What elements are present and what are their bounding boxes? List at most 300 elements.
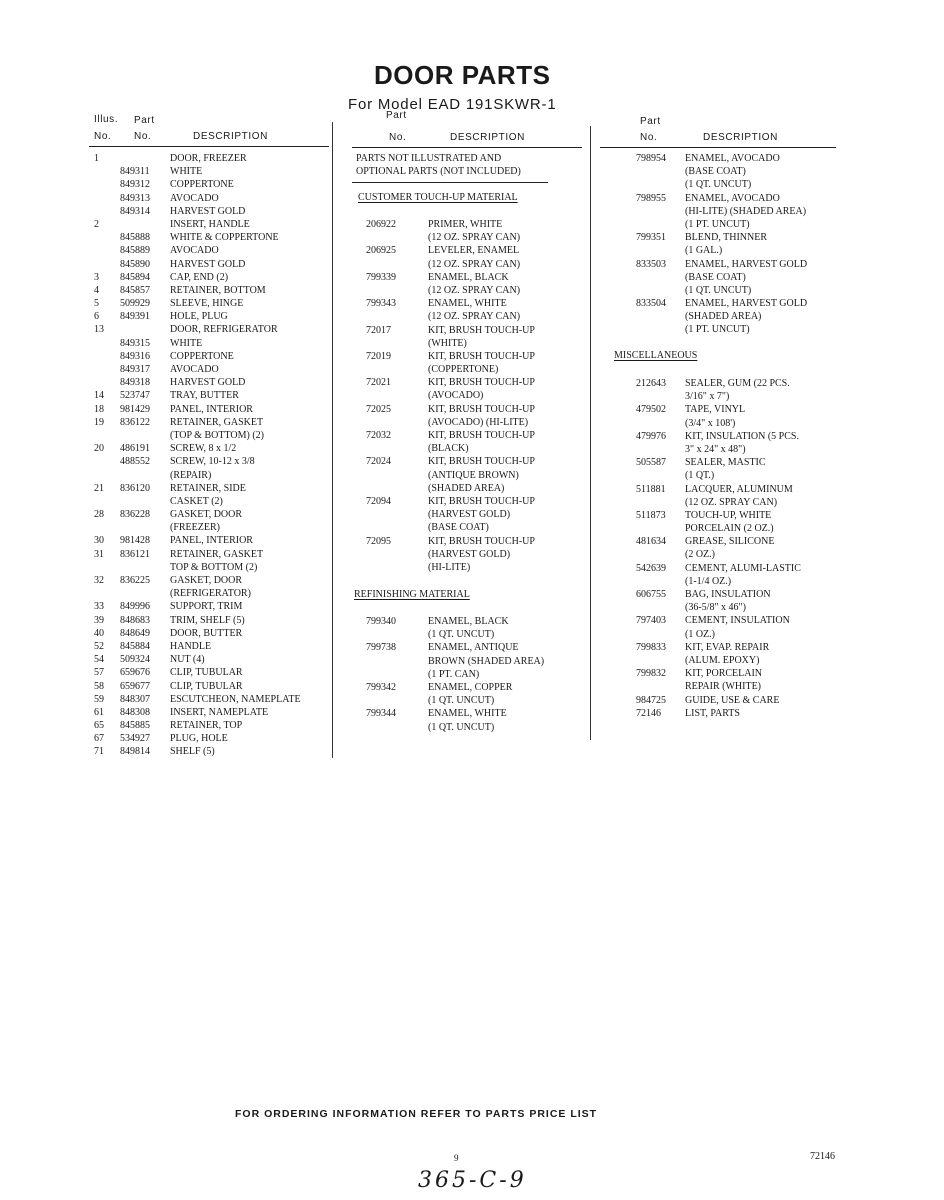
- part-description: (12 OZ. SPRAY CAN): [428, 258, 521, 270]
- page-number: 9: [454, 1153, 459, 1163]
- part-description: TRAY, BUTTER: [170, 390, 239, 402]
- table-row: [366, 469, 586, 482]
- table-row: [366, 416, 586, 429]
- part-description: KIT, BRUSH TOUCH-UP: [428, 350, 535, 362]
- part-description: ENAMEL, ANTIQUE: [428, 642, 519, 654]
- part-number: 849311: [120, 166, 150, 178]
- part-description: ESCUTCHEON, NAMEPLATE: [170, 693, 301, 705]
- part-description: (1 PT. UNCUT): [685, 324, 750, 336]
- part-number: 505587: [636, 457, 666, 469]
- table-row: [94, 297, 330, 310]
- miscellaneous-heading: MISCELLANEOUS: [614, 350, 698, 361]
- part-description: KIT, BRUSH TOUCH-UP: [428, 377, 535, 389]
- part-description: (1 PT. CAN): [428, 668, 480, 680]
- part-number: 849313: [120, 192, 150, 204]
- part-number: 511873: [636, 509, 666, 521]
- part-description: (1 PT. UNCUT): [685, 218, 750, 230]
- part-description: (1 QT. UNCUT): [428, 629, 495, 641]
- part-description: KIT, BRUSH TOUCH-UP: [428, 456, 535, 468]
- table-row: [94, 205, 330, 218]
- col1-part-no-label: No.: [134, 131, 152, 142]
- part-description: (12 OZ. SPRAY CAN): [685, 496, 778, 508]
- part-description: HANDLE: [170, 640, 212, 652]
- table-row: [94, 442, 330, 455]
- handwritten-note: 365-C-9: [418, 1168, 527, 1193]
- table-row: [366, 681, 586, 694]
- part-number: 836120: [120, 482, 150, 494]
- illus-number: 6: [94, 311, 99, 323]
- table-row: [624, 469, 840, 482]
- illus-number: 18: [94, 403, 104, 415]
- part-description: KIT, BRUSH TOUCH-UP: [428, 495, 535, 507]
- part-description: (WHITE): [428, 337, 467, 349]
- table-row: [94, 284, 330, 297]
- part-number: 836121: [120, 548, 150, 560]
- illus-number: 61: [94, 706, 104, 718]
- table-row: [94, 548, 330, 561]
- part-description: (HI-LITE) (SHADED AREA): [685, 205, 807, 217]
- table-row: [94, 745, 330, 758]
- part-number: 845894: [120, 271, 150, 283]
- table-row: [366, 258, 586, 271]
- intro-line: PARTS NOT ILLUSTRATED AND: [356, 153, 502, 164]
- part-number: 511881: [636, 483, 666, 495]
- part-description: (1 OZ.): [685, 628, 715, 640]
- illus-number: 2: [94, 218, 99, 230]
- table-row: [94, 178, 330, 191]
- part-number: 542639: [636, 562, 666, 574]
- col1-description-label: DESCRIPTION: [193, 131, 268, 142]
- illus-number: 14: [94, 390, 104, 402]
- part-description: ENAMEL, AVOCADO: [685, 192, 780, 204]
- table-row: [366, 350, 586, 363]
- part-number: 799340: [366, 616, 396, 627]
- table-row: [366, 244, 586, 257]
- table-row: [624, 323, 840, 336]
- table-row: [94, 469, 330, 482]
- illus-number: 28: [94, 509, 104, 521]
- table-row: [366, 271, 586, 284]
- table-row: [366, 376, 586, 389]
- part-description: ENAMEL, BLACK: [428, 616, 509, 627]
- part-description: INSERT, NAMEPLATE: [170, 706, 269, 718]
- table-row: [366, 628, 586, 641]
- part-description: KIT, INSULATION (5 PCS.: [685, 430, 799, 442]
- col3-parts-list: [624, 152, 840, 337]
- table-row: [624, 522, 840, 535]
- table-row: [94, 561, 330, 574]
- part-description: (1 QT. UNCUT): [428, 695, 495, 707]
- illus-number: 5: [94, 298, 99, 310]
- part-description: SEALER, GUM (22 PCS.: [685, 378, 790, 389]
- table-row: [624, 390, 840, 403]
- part-description: (ALUM. EPOXY): [685, 654, 760, 666]
- table-row: [94, 719, 330, 732]
- col2-part-no-label: No.: [389, 132, 407, 143]
- column-divider-1: [332, 122, 333, 758]
- part-description: ENAMEL, HARVEST GOLD: [685, 258, 808, 270]
- part-description: SEALER, MASTIC: [685, 457, 766, 469]
- part-description: PANEL, INTERIOR: [170, 403, 253, 415]
- part-description: KIT, BRUSH TOUCH-UP: [428, 430, 535, 441]
- table-row: [366, 535, 586, 548]
- part-description: DOOR, FREEZER: [170, 153, 247, 164]
- table-row: [624, 178, 840, 191]
- part-description: PORCELAIN (2 OZ.): [685, 523, 774, 535]
- part-description: (3/4" x 108'): [685, 417, 736, 429]
- table-row: [366, 442, 586, 455]
- table-row: [94, 706, 330, 719]
- part-description: AVOCADO: [170, 364, 219, 375]
- table-row: [366, 231, 586, 244]
- part-number: 848683: [120, 614, 150, 626]
- table-row: [624, 588, 840, 601]
- part-description: (REPAIR): [170, 469, 212, 481]
- part-description: (1-1/4 OZ.): [685, 575, 732, 587]
- part-description: SCREW, 10-12 x 3/8: [170, 456, 255, 468]
- part-number: 849391: [120, 311, 150, 323]
- part-description: SLEEVE, HINGE: [170, 298, 244, 310]
- table-row: [366, 337, 586, 350]
- part-number: 72021: [366, 377, 391, 389]
- part-description: (1 QT. UNCUT): [428, 721, 495, 733]
- part-description: BLEND, THINNER: [685, 232, 768, 244]
- part-description: (REFRIGERATOR): [170, 588, 251, 600]
- part-description: ENAMEL, COPPER: [428, 681, 513, 693]
- table-row: [624, 218, 840, 231]
- table-row: [94, 627, 330, 640]
- part-description: REPAIR (WHITE): [685, 681, 762, 693]
- table-row: [94, 271, 330, 284]
- part-number: 206922: [366, 219, 396, 230]
- table-row: [94, 534, 330, 547]
- part-description: (12 OZ. SPRAY CAN): [428, 232, 521, 244]
- illus-number: 21: [94, 482, 104, 494]
- part-number: 849996: [120, 601, 150, 613]
- col2-intro: [356, 152, 521, 178]
- illus-number: 20: [94, 443, 104, 455]
- part-description: (1 QT.): [685, 470, 715, 482]
- table-row: [624, 205, 840, 218]
- part-description: DOOR, REFRIGERATOR: [170, 324, 278, 336]
- part-number: 799343: [366, 298, 396, 310]
- customer-touchup-list: [366, 218, 586, 574]
- illus-number: 3: [94, 271, 99, 283]
- part-description: WHITE: [170, 337, 203, 349]
- part-description: (2 OZ.): [685, 549, 715, 561]
- part-number: 212643: [636, 378, 666, 389]
- col3-description-label: DESCRIPTION: [703, 132, 778, 143]
- table-row: [366, 721, 586, 734]
- part-description: (36-5/8" x 46"): [685, 602, 746, 614]
- part-description: (ANTIQUE BROWN): [428, 469, 519, 481]
- part-description: RETAINER, GASKET: [170, 416, 264, 428]
- col2-header-rule: [352, 147, 582, 148]
- table-row: [624, 443, 840, 456]
- table-row: [94, 614, 330, 627]
- table-row: [366, 655, 586, 668]
- table-row: [366, 668, 586, 681]
- part-description: (BASE COAT): [685, 271, 746, 283]
- col1-header-rule: [89, 146, 329, 147]
- table-row: [624, 707, 840, 720]
- part-description: TAPE, VINYL: [685, 404, 746, 416]
- document-code: 72146: [810, 1151, 835, 1162]
- part-number: 509929: [120, 298, 150, 310]
- illus-number: 13: [94, 324, 104, 336]
- table-row: [624, 496, 840, 509]
- part-number: 534927: [120, 733, 150, 745]
- part-description: PLUG, HOLE: [170, 733, 228, 745]
- part-description: (SHADED AREA): [428, 482, 505, 494]
- table-row: [624, 641, 840, 654]
- table-row: [624, 271, 840, 284]
- part-number: 833504: [636, 298, 666, 310]
- col1-illus-label: Illus.: [94, 114, 119, 125]
- part-description: (BASE COAT): [428, 522, 489, 534]
- part-description: 3" x 24" x 48"): [685, 443, 746, 455]
- part-description: (AVOCADO): [428, 390, 484, 402]
- table-row: [624, 667, 840, 680]
- part-description: SCREW, 8 x 1/2: [170, 443, 237, 455]
- part-description: CLIP, TUBULAR: [170, 680, 243, 692]
- part-number: 845890: [120, 258, 150, 270]
- part-number: 72146: [636, 707, 661, 719]
- table-row: [94, 323, 330, 336]
- part-description: (1 QT. UNCUT): [685, 179, 752, 191]
- part-description: (TOP & BOTTOM) (2): [170, 429, 264, 441]
- table-row: [624, 152, 840, 165]
- table-row: [366, 455, 586, 468]
- table-row: [624, 680, 840, 693]
- part-number: 836228: [120, 509, 150, 521]
- part-description: TRIM, SHELF (5): [170, 614, 245, 626]
- table-row: [624, 310, 840, 323]
- part-description: LIST, PARTS: [685, 707, 740, 719]
- table-row: [94, 244, 330, 257]
- part-description: DOOR, BUTTER: [170, 627, 243, 639]
- table-row: [366, 403, 586, 416]
- part-number: 799832: [636, 668, 666, 680]
- part-number: 799342: [366, 681, 396, 693]
- col2-part-label: Part: [386, 110, 407, 121]
- table-row: [624, 601, 840, 614]
- table-row: [624, 284, 840, 297]
- part-description: CEMENT, INSULATION: [685, 615, 790, 627]
- part-number: 849314: [120, 205, 150, 217]
- table-row: [366, 363, 586, 376]
- illus-number: 59: [94, 693, 104, 705]
- refinishing-list: [366, 615, 586, 734]
- part-number: 479502: [636, 404, 666, 416]
- table-row: [94, 152, 330, 165]
- table-row: [624, 548, 840, 561]
- part-description: (SHADED AREA): [685, 311, 762, 323]
- part-description: RETAINER, SIDE: [170, 482, 246, 494]
- part-description: ENAMEL, AVOCADO: [685, 153, 780, 164]
- part-number: 481634: [636, 536, 666, 548]
- table-row: [94, 218, 330, 231]
- table-row: [366, 482, 586, 495]
- table-row: [624, 192, 840, 205]
- table-row: [366, 508, 586, 521]
- table-row: [624, 628, 840, 641]
- illus-number: 1: [94, 153, 99, 164]
- part-description: GASKET, DOOR: [170, 575, 243, 586]
- illus-number: 52: [94, 640, 104, 652]
- table-row: [624, 654, 840, 667]
- part-description: GUIDE, USE & CARE: [685, 694, 780, 706]
- table-row: [624, 244, 840, 257]
- part-description: (BASE COAT): [685, 166, 746, 178]
- part-description: (12 OZ. SPRAY CAN): [428, 284, 521, 296]
- part-number: 479976: [636, 430, 666, 442]
- part-description: SHELF (5): [170, 746, 215, 758]
- part-number: 488552: [120, 456, 150, 468]
- page-title: DOOR PARTS: [374, 60, 551, 90]
- table-row: [366, 389, 586, 402]
- part-number: 72019: [366, 350, 391, 362]
- part-description: WHITE: [170, 166, 203, 178]
- part-number: 849316: [120, 350, 150, 362]
- part-description: (FREEZER): [170, 522, 220, 534]
- refinishing-heading: REFINISHING MATERIAL: [354, 589, 470, 600]
- part-description: (BLACK): [428, 443, 469, 455]
- col3-part-label: Part: [640, 116, 661, 127]
- table-row: [624, 377, 840, 390]
- part-description: HARVEST GOLD: [170, 377, 246, 389]
- table-row: [94, 231, 330, 244]
- part-number: 836122: [120, 416, 150, 428]
- part-description: HARVEST GOLD: [170, 205, 246, 217]
- table-row: [94, 732, 330, 745]
- part-description: RETAINER, TOP: [170, 720, 243, 732]
- table-row: [624, 535, 840, 548]
- col2-description-label: DESCRIPTION: [450, 132, 525, 143]
- col3-header-rule: [600, 147, 836, 148]
- part-number: 836225: [120, 575, 150, 586]
- part-number: 849317: [120, 364, 150, 375]
- illus-number: 67: [94, 733, 104, 745]
- part-description: SUPPORT, TRIM: [170, 601, 243, 613]
- table-row: [94, 416, 330, 429]
- part-number: 799344: [366, 708, 396, 720]
- part-description: GASKET, DOOR: [170, 509, 243, 521]
- table-row: [624, 562, 840, 575]
- part-description: TOUCH-UP, WHITE: [685, 509, 772, 521]
- table-row: [94, 666, 330, 679]
- part-description: HARVEST GOLD: [170, 258, 246, 270]
- intro-rule: [352, 182, 548, 183]
- table-row: [366, 429, 586, 442]
- part-description: TOP & BOTTOM (2): [170, 561, 258, 573]
- table-row: [94, 455, 330, 468]
- table-row: [94, 429, 330, 442]
- part-description: RETAINER, GASKET: [170, 548, 264, 560]
- part-number: 981428: [120, 535, 150, 547]
- part-number: 845889: [120, 245, 150, 257]
- part-description: KIT, BRUSH TOUCH-UP: [428, 324, 535, 336]
- part-number: 72095: [366, 535, 391, 547]
- table-row: [94, 310, 330, 323]
- table-row: [94, 389, 330, 402]
- table-row: [624, 231, 840, 244]
- illus-number: 54: [94, 654, 104, 666]
- table-row: [94, 403, 330, 416]
- col1-illus-no-label: No.: [94, 131, 112, 142]
- illus-number: 19: [94, 416, 104, 428]
- part-number: 845884: [120, 640, 150, 652]
- illus-number: 57: [94, 667, 104, 679]
- part-number: 72025: [366, 403, 391, 415]
- part-description: (COPPERTONE): [428, 364, 499, 376]
- part-description: RETAINER, BOTTOM: [170, 284, 266, 296]
- table-row: [94, 521, 330, 534]
- part-description: PANEL, INTERIOR: [170, 535, 253, 547]
- part-description: LACQUER, ALUMINUM: [685, 483, 793, 495]
- table-row: [94, 600, 330, 613]
- table-row: [624, 456, 840, 469]
- part-number: 984725: [636, 694, 666, 706]
- part-description: ENAMEL, WHITE: [428, 298, 507, 310]
- table-row: [94, 363, 330, 376]
- miscellaneous-list: [624, 377, 840, 720]
- part-description: INSERT, HANDLE: [170, 218, 250, 230]
- part-number: 798954: [636, 153, 666, 164]
- table-row: [94, 640, 330, 653]
- part-number: 606755: [636, 589, 666, 600]
- part-description: COPPERTONE: [170, 350, 234, 362]
- part-description: (HI-LITE): [428, 561, 471, 573]
- table-row: [366, 218, 586, 231]
- part-number: 799339: [366, 271, 396, 283]
- part-number: 845857: [120, 284, 150, 296]
- part-number: 848308: [120, 706, 150, 718]
- table-row: [624, 483, 840, 496]
- table-row: [94, 337, 330, 350]
- part-number: 845888: [120, 232, 150, 244]
- part-description: (HARVEST GOLD): [428, 548, 511, 560]
- part-number: 799351: [636, 232, 666, 244]
- table-row: [94, 350, 330, 363]
- table-row: [94, 653, 330, 666]
- table-row: [94, 587, 330, 600]
- table-row: [366, 707, 586, 720]
- part-number: 833503: [636, 258, 666, 270]
- part-description: HOLE, PLUG: [170, 311, 228, 323]
- part-number: 848649: [120, 627, 150, 639]
- part-description: PRIMER, WHITE: [428, 219, 503, 230]
- part-description: COPPERTONE: [170, 179, 234, 191]
- part-number: 509324: [120, 654, 150, 666]
- part-description: 3/16" x 7"): [685, 391, 730, 403]
- part-description: ENAMEL, BLACK: [428, 271, 509, 283]
- table-row: [366, 324, 586, 337]
- part-number: 72094: [366, 495, 391, 507]
- part-number: 72032: [366, 430, 391, 441]
- illus-number: 31: [94, 548, 104, 560]
- illus-number: 32: [94, 575, 104, 586]
- table-row: [624, 694, 840, 707]
- part-description: (AVOCADO) (HI-LITE): [428, 416, 529, 428]
- part-description: (12 OZ. SPRAY CAN): [428, 311, 521, 323]
- part-description: AVOCADO: [170, 192, 219, 204]
- table-row: [624, 509, 840, 522]
- part-number: 849312: [120, 179, 150, 191]
- illus-number: 40: [94, 627, 104, 639]
- table-row: [94, 680, 330, 693]
- table-row: [94, 495, 330, 508]
